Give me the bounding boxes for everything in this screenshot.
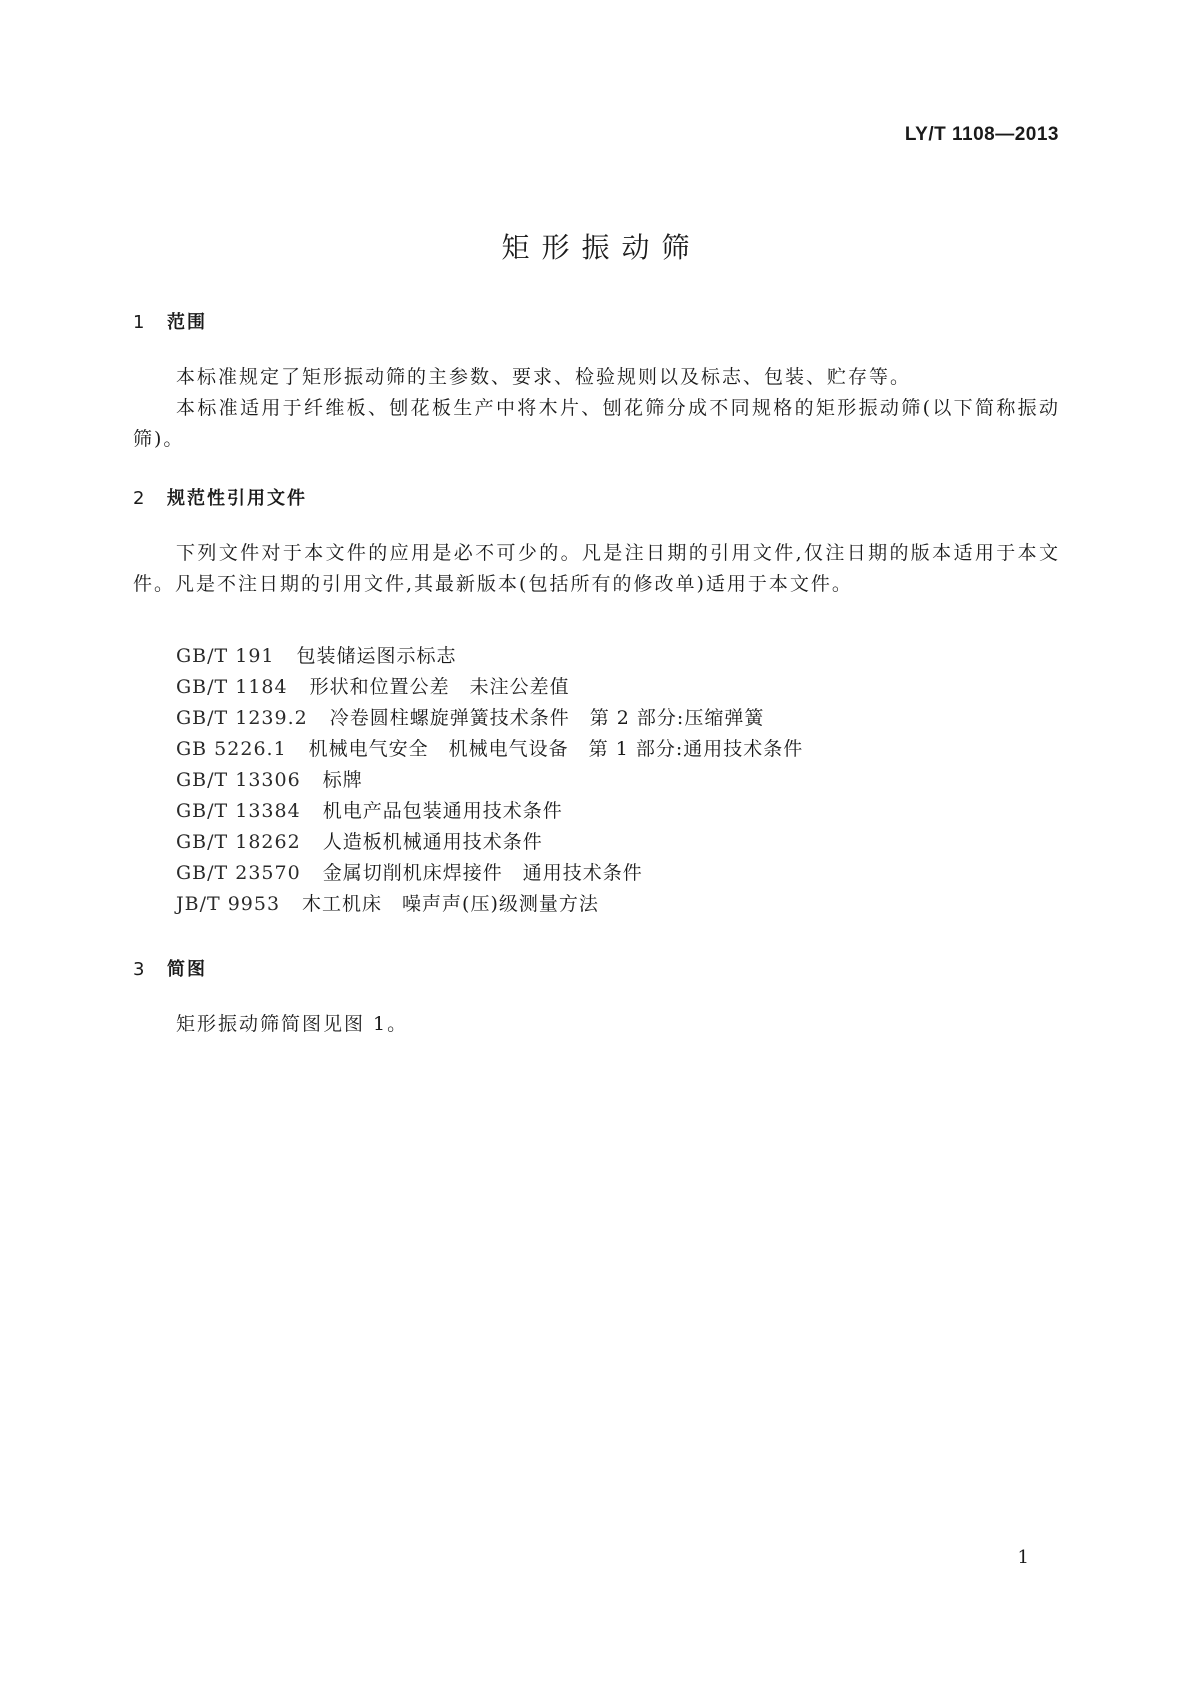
reference-code: GB/T 13384 — [176, 800, 301, 822]
diagram-paragraph: 矩形振动筛简图见图 1。 — [176, 1013, 409, 1035]
section-title: 范围 — [167, 312, 207, 333]
reference-code: JB/T 9953 — [176, 893, 281, 915]
document-title: 矩形振动筛 — [501, 231, 702, 264]
reference-item — [176, 734, 803, 765]
section-number: 3 — [133, 959, 147, 980]
reference-item — [176, 889, 803, 920]
reference-title: 金属切削机床焊接件 通用技术条件 — [322, 862, 643, 884]
reference-code: GB/T 23570 — [176, 862, 301, 884]
reference-code: GB/T 1184 — [176, 676, 288, 698]
reference-code: GB 5226.1 — [176, 738, 287, 760]
reference-item — [176, 765, 803, 796]
references-intro-paragraph: 下列文件对于本文件的应用是必不可少的。凡是注日期的引用文件,仅注日期的版本适用于本文件。凡是不注日期的引用文件,其最新版本(包括所有的修改单)适用于本文件。 — [133, 542, 1060, 595]
reference-code: GB/T 1239.2 — [176, 707, 308, 729]
scope-paragraph-1: 本标准规定了矩形振动筛的主参数、要求、检验规则以及标志、包装、贮存等。 — [176, 366, 912, 388]
reference-item — [176, 827, 803, 858]
reference-title: 人造板机械通用技术条件 — [322, 831, 543, 853]
section-number: 2 — [133, 488, 147, 509]
reference-code: GB/T 18262 — [176, 831, 301, 853]
reference-code: GB/T 191 — [176, 645, 275, 667]
reference-item — [176, 641, 803, 672]
reference-item — [176, 672, 803, 703]
section-title: 简图 — [167, 959, 207, 980]
section-title: 规范性引用文件 — [167, 488, 307, 509]
reference-item — [176, 703, 803, 734]
reference-title: 机械电气安全 机械电气设备 第 1 部分:通用技术条件 — [308, 738, 804, 760]
section-heading-normative-references — [133, 484, 307, 510]
standard-code: LY/T 1108—2013 — [904, 124, 1059, 145]
reference-title: 机电产品包装通用技术条件 — [322, 800, 563, 822]
reference-title: 形状和位置公差 未注公差值 — [309, 676, 570, 698]
reference-code: GB/T 13306 — [176, 769, 301, 791]
scope-paragraph-2: 本标准适用于纤维板、刨花板生产中将木片、刨花筛分成不同规格的矩形振动筛(以下简称振动筛)。 — [133, 397, 1060, 450]
page-number: 1 — [1017, 1547, 1029, 1568]
section-number: 1 — [133, 312, 147, 333]
reference-title: 木工机床 噪声声(压)级测量方法 — [302, 893, 599, 915]
reference-list — [176, 641, 803, 920]
reference-item — [176, 796, 803, 827]
section-heading-scope — [133, 308, 207, 334]
reference-title: 包装储运图示标志 — [296, 645, 457, 667]
reference-title: 标牌 — [322, 769, 363, 791]
reference-title: 冷卷圆柱螺旋弹簧技术条件 第 2 部分:压缩弹簧 — [329, 707, 765, 729]
reference-item — [176, 858, 803, 889]
section-heading-diagram — [133, 955, 207, 981]
